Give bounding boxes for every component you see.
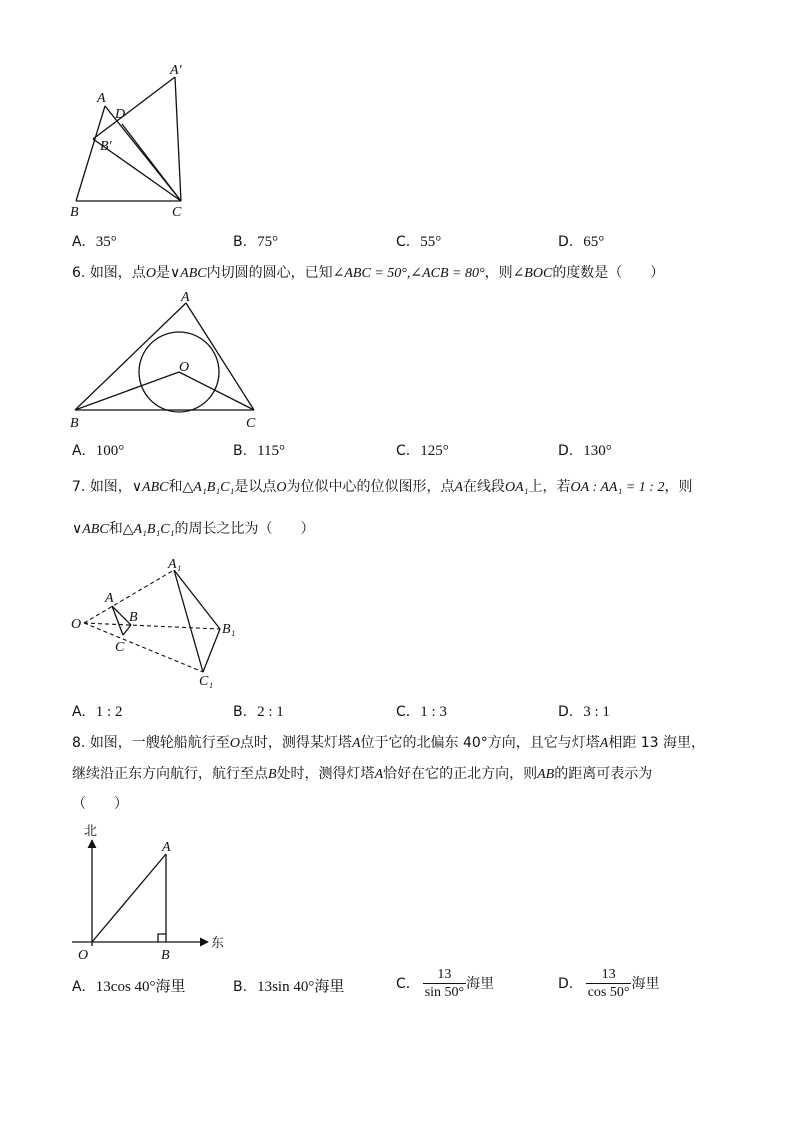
q5-label-A-prime: A′ [170, 63, 182, 78]
q8-label-O: O [78, 948, 89, 963]
q8-stem-line1: 8. 如图，一艘轮船航行至O点时，测得某灯塔A位于它的北偏东 40°方向，且它与灯塔A相距 13 海里， [72, 735, 706, 751]
q5-option-b[interactable]: B. 75° [233, 234, 279, 250]
q6-option-d[interactable]: D. 130° [558, 443, 612, 459]
q7-ray-OB1 [84, 623, 220, 629]
q8-label-north: 北 [84, 824, 98, 839]
q7-label-C1: C₁ [199, 674, 214, 689]
q8-option-b[interactable]: B. 13sin 40°海里 [233, 979, 345, 995]
q8-option-c[interactable]: C. $\frac{13}{\sin 50^\circ}$ 海里 [396, 967, 495, 1000]
q8-label-east: 东 [211, 936, 225, 951]
q8-label-A: A [162, 840, 171, 855]
q7-figure [66, 555, 246, 690]
q7-stem-line1: 7. 如图，∨ABC和△A₁B₁C₁是以点O为位似中心的位似图形，点A在线段OA₁上，若OA : AA₁ = 1 : 2，则 [72, 479, 693, 495]
q6-segment-OB [75, 372, 179, 410]
q5-segment-A1C [175, 77, 181, 201]
q7-segment-AC [112, 606, 123, 635]
q7-option-b[interactable]: B. 2 : 1 [233, 704, 284, 720]
q7-segment-BC [123, 625, 131, 635]
q6-label-C: C [246, 416, 256, 431]
q6-option-c[interactable]: C. 125° [396, 443, 449, 459]
q7-label-A: A [105, 591, 114, 606]
q5-label-A: A [97, 91, 106, 106]
q6-label-A: A [181, 290, 190, 305]
q6-segment-OC [179, 372, 254, 410]
q7-segment-A1C1 [174, 570, 203, 672]
q5-segment-DC [122, 124, 181, 201]
q7-segment-A1B1 [174, 570, 220, 629]
q7-option-a[interactable]: A. 1 : 2 [72, 704, 123, 720]
q7-segment-B1C1 [203, 629, 220, 672]
q7-stem-line2: ∨ABC和△A₁B₁C₁的周长之比为（ ） [72, 521, 315, 537]
q5-label-B-prime: B′ [100, 139, 112, 154]
q7-ray-OC1 [84, 623, 203, 672]
q5-option-c[interactable]: C. 55° [396, 234, 442, 250]
q7-label-O: O [71, 617, 82, 632]
q7-label-A1: A₁ [168, 557, 182, 572]
q8-option-d[interactable]: D. $\frac{13}{\cos 50^\circ}$ 海里 [558, 967, 660, 1000]
q8-option-a[interactable]: A. 13cos 40°海里 [72, 979, 186, 995]
q6-label-B: B [70, 416, 79, 431]
q5-option-d[interactable]: D. 65° [558, 234, 605, 250]
q7-label-B1: B₁ [222, 622, 236, 637]
q6-label-O: O [179, 360, 190, 375]
q8-option-c-fraction: $\frac{13}{\sin 50^\circ}$ [424, 967, 465, 1000]
q7-label-B: B [129, 610, 138, 625]
q6-segment-AB [75, 303, 186, 410]
q6-segment-AC [186, 303, 254, 410]
q8-option-d-fraction: $\frac{13}{\cos 50^\circ}$ [587, 967, 630, 1000]
q5-segment-A1B1 [93, 77, 175, 139]
q7-option-c[interactable]: C. 1 : 3 [396, 704, 447, 720]
q6-figure [66, 288, 266, 433]
q8-stem-line3: （ ） [72, 796, 128, 812]
q8-segment-OA [92, 854, 166, 942]
q8-right-angle-mark [158, 934, 166, 942]
q8-figure [66, 820, 236, 965]
q7-label-C: C [115, 640, 125, 655]
q5-figure [60, 60, 200, 225]
q5-label-D: D [115, 107, 126, 122]
q5-label-B: B [70, 205, 79, 220]
q6-option-b[interactable]: B. 115° [233, 443, 286, 459]
q5-label-C: C [172, 205, 182, 220]
q8-stem-line2: 继续沿正东方向航行，航行至点B处时，测得灯塔A恰好在它的正北方向，则AB的距离可表示为 [72, 766, 653, 782]
q5-option-a[interactable]: A. 35° [72, 234, 117, 250]
q6-stem: 6. 如图，点O是∨ABC内切圆的圆心，已知∠ABC = 50°,∠ACB = 80°，则∠BOC的度数是（ ） [72, 265, 665, 281]
q6-option-a[interactable]: A. 100° [72, 443, 125, 459]
q8-label-B: B [161, 948, 170, 963]
q7-option-d[interactable]: D. 3 : 1 [558, 704, 610, 720]
